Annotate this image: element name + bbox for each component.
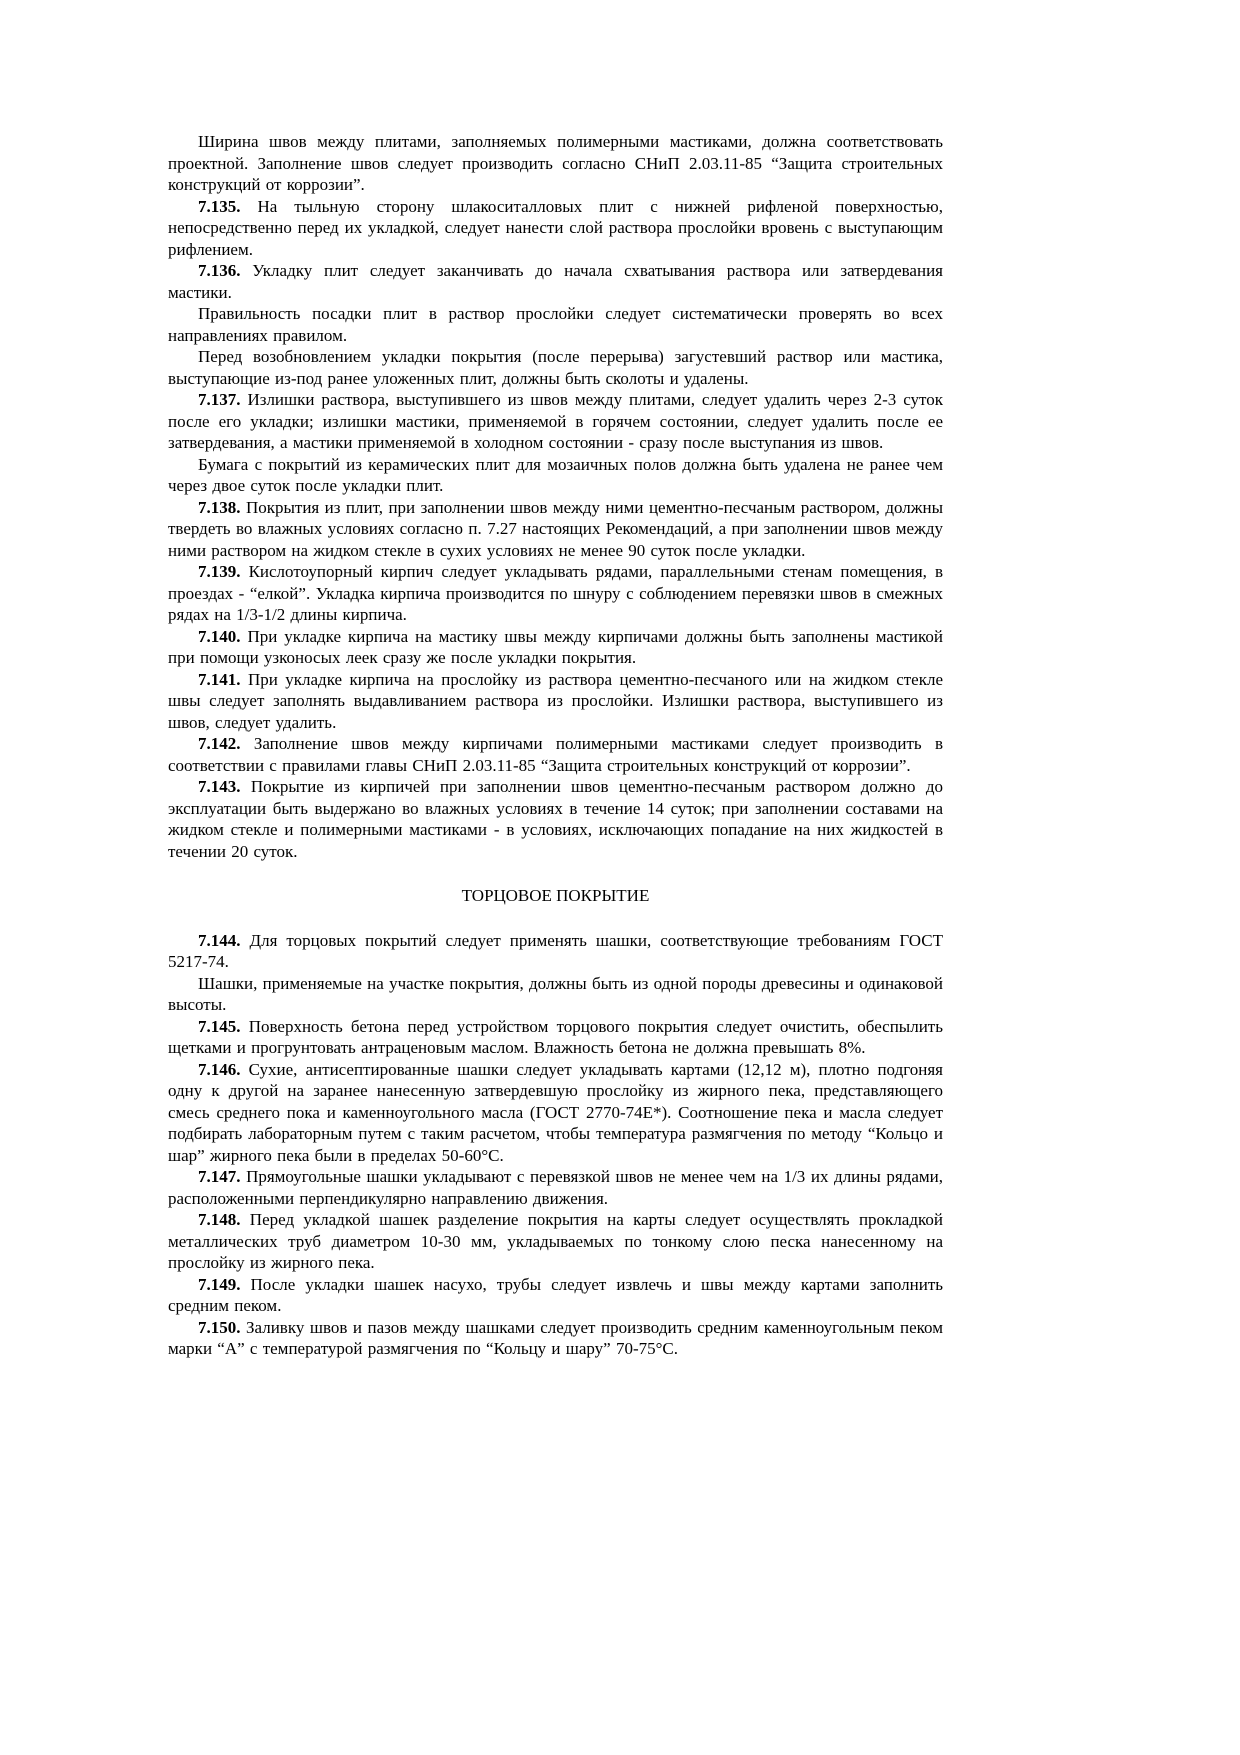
clause-number: 7.145. bbox=[198, 1016, 241, 1036]
paragraph-text: При укладке кирпича на прослойку из раствора цементно-песчаного или на жидком стекле швы следует заполнять выдавливанием раствора из прослойки. Излишки раствора, выступившего из швов, следует удалить. bbox=[168, 669, 943, 732]
clause-number: 7.143. bbox=[198, 777, 241, 796]
clause-number: 7.135. bbox=[198, 196, 241, 216]
clause-paragraph bbox=[168, 497, 943, 562]
clause-number: 7.140. bbox=[198, 626, 241, 646]
clause-paragraph bbox=[168, 196, 943, 261]
paragraph bbox=[168, 303, 943, 346]
clause-number: 7.139. bbox=[198, 562, 241, 581]
clause-paragraph bbox=[168, 930, 943, 973]
paragraph-text: Для торцовых покрытий следует применять шашки, соответствующие требованиям ГОСТ 5217-74. bbox=[168, 930, 943, 971]
clause-number: 7.137. bbox=[198, 390, 241, 409]
paragraph-text: Заливку швов и пазов между шашками следует производить средним каменноугольным пеком марки “А” с температурой размягчения по “Кольцу и шару” 70-75°С. bbox=[168, 1317, 943, 1358]
paragraph bbox=[168, 454, 943, 497]
paragraph-text: Покрытия из плит, при заполнении швов между ними цементно-песчаным раствором, должны твердеть во влажных условиях согласно п. 7.27 настоящих Рекомендаций, а при заполнении швов между ними раствором на жидком стекле в сухих условиях не менее 90 суток после укладки. bbox=[168, 497, 943, 560]
clause-paragraph bbox=[168, 733, 943, 776]
clause-paragraph bbox=[168, 1274, 943, 1317]
paragraph-text: Шашки, применяемые на участке покрытия, должны быть из одной породы древесины и одинаковой высоты. bbox=[168, 973, 943, 1014]
clause-number: 7.146. bbox=[198, 1059, 241, 1079]
paragraph-text: При укладке кирпича на мастику швы между кирпичами должны быть заполнены мастикой при помощи узконосых леек сразу же после укладки покрытия. bbox=[168, 626, 943, 667]
paragraph-text: Заполнение швов между кирпичами полимерными мастиками следует производить в соответствии с правилами главы СНиП 2.03.11-85 “Защита строительных конструкций от коррозии”. bbox=[168, 734, 943, 775]
paragraph-text: Бумага с покрытий из керамических плит для мозаичных полов должна быть удалена не ранее чем через двое суток после укладки плит. bbox=[168, 454, 943, 495]
clause-number: 7.144. bbox=[198, 930, 241, 950]
clause-number: 7.150. bbox=[198, 1317, 241, 1337]
clause-paragraph bbox=[168, 389, 943, 454]
clause-paragraph bbox=[168, 561, 943, 626]
paragraph-text: Излишки раствора, выступившего из швов между плитами, следует удалить через 2-3 суток после его укладки; излишки мастики, применяемой в горячем состоянии, следует удалить после ее затвердевания, а мастики применяемой в холодном состоянии - сразу после выступания из швов. bbox=[168, 390, 943, 452]
paragraph-text: Покрытие из кирпичей при заполнении швов цементно-песчаным раствором должно до эксплуатации быть выдержано во влажных условиях в течение 14 суток; при заполнении составами на жидком стекле и полимерными мастиками - в условиях, исключающих попадание на них жидкостей в течении 20 суток. bbox=[168, 777, 943, 861]
paragraph-text: Перед возобновлением укладки покрытия (после перерыва) загустевший раствор или мастика, выступающие из-под ранее уложенных плит, должны быть сколоты и удалены. bbox=[168, 347, 943, 388]
clause-paragraph bbox=[168, 626, 943, 669]
clause-number: 7.147. bbox=[198, 1167, 241, 1186]
paragraph-text: Сухие, антисептированные шашки следует укладывать картами (12,12 м), плотно подгоняя одну к другой на заранее нанесенную затвердевшую прослойку из жирного пека, представляющего смесь среднего пока и каменноугольного масла (ГОСТ 2770-74Е*). Соотношение пека и масла следует подбирать лабораторным путем с таким расчетом, чтобы температура размягчения по методу “Кольцо и шар” жирного пека были в пределах 50-60°С. bbox=[168, 1059, 943, 1165]
clause-paragraph bbox=[168, 1209, 943, 1274]
paragraph-text: Перед укладкой шашек разделение покрытия на карты следует осуществлять прокладкой металлических труб диаметром 10-30 мм, укладываемых по тонкому слою песка нанесенному на прослойку из жирного пека. bbox=[168, 1210, 943, 1272]
paragraph-text: Поверхность бетона перед устройством торцового покрытия следует очистить, обеспылить щетками и прогрунтовать антраценовым маслом. Влажность бетона не должна превышать 8%. bbox=[168, 1016, 943, 1057]
clause-number: 7.148. bbox=[198, 1210, 241, 1229]
paragraph-text: Ширина швов между плитами, заполняемых полимерными мастиками, должна соответствовать проектной. Заполнение швов следует производить согласно СНиП 2.03.11-85 “Защита строительных конструкций от коррозии”. bbox=[168, 132, 943, 194]
paragraph bbox=[168, 131, 943, 196]
paragraph-text: Укладку плит следует заканчивать до начала схватывания раствора или затвердевания мастики. bbox=[168, 261, 943, 302]
clause-paragraph bbox=[168, 1059, 943, 1167]
clause-paragraph bbox=[168, 260, 943, 303]
heading-text: ТОРЦОВОЕ ПОКРЫТИЕ bbox=[461, 886, 650, 905]
clause-paragraph bbox=[168, 776, 943, 862]
paragraph-text: Кислотоупорный кирпич следует укладывать рядами, параллельными стенам помещения, в проездах - “елкой”. Укладка кирпича производится по шнуру с соблюдением перевязки швов в смежных рядах на 1/3-1/2 длины кирпича. bbox=[168, 562, 943, 624]
clause-number: 7.136. bbox=[198, 261, 241, 280]
clause-number: 7.149. bbox=[198, 1274, 241, 1294]
clause-number: 7.142. bbox=[198, 734, 241, 753]
paragraph bbox=[168, 973, 943, 1016]
clause-paragraph bbox=[168, 1016, 943, 1059]
paragraph bbox=[168, 346, 943, 389]
clause-number: 7.141. bbox=[198, 669, 241, 689]
section-heading bbox=[168, 885, 943, 907]
clause-paragraph bbox=[168, 1166, 943, 1209]
paragraph-text: Прямоугольные шашки укладывают с перевязкой швов не менее чем на 1/3 их длины рядами, расположенными перпендикулярно направлению движения. bbox=[168, 1167, 943, 1208]
paragraph-text: После укладки шашек насухо, трубы следует извлечь и швы между картами заполнить средним пеком. bbox=[168, 1274, 943, 1315]
clause-paragraph bbox=[168, 1317, 943, 1360]
paragraph-text: Правильность посадки плит в раствор прослойки следует систематически проверять во всех направлениях правилом. bbox=[168, 304, 943, 345]
paragraph-text: На тыльную сторону шлакоситалловых плит с нижней рифленой поверхностью, непосредственно перед их укладкой, следует нанести слой раствора прослойки вровень с выступающим рифлением. bbox=[168, 196, 943, 259]
clause-number: 7.138. bbox=[198, 497, 241, 517]
clause-paragraph bbox=[168, 669, 943, 734]
